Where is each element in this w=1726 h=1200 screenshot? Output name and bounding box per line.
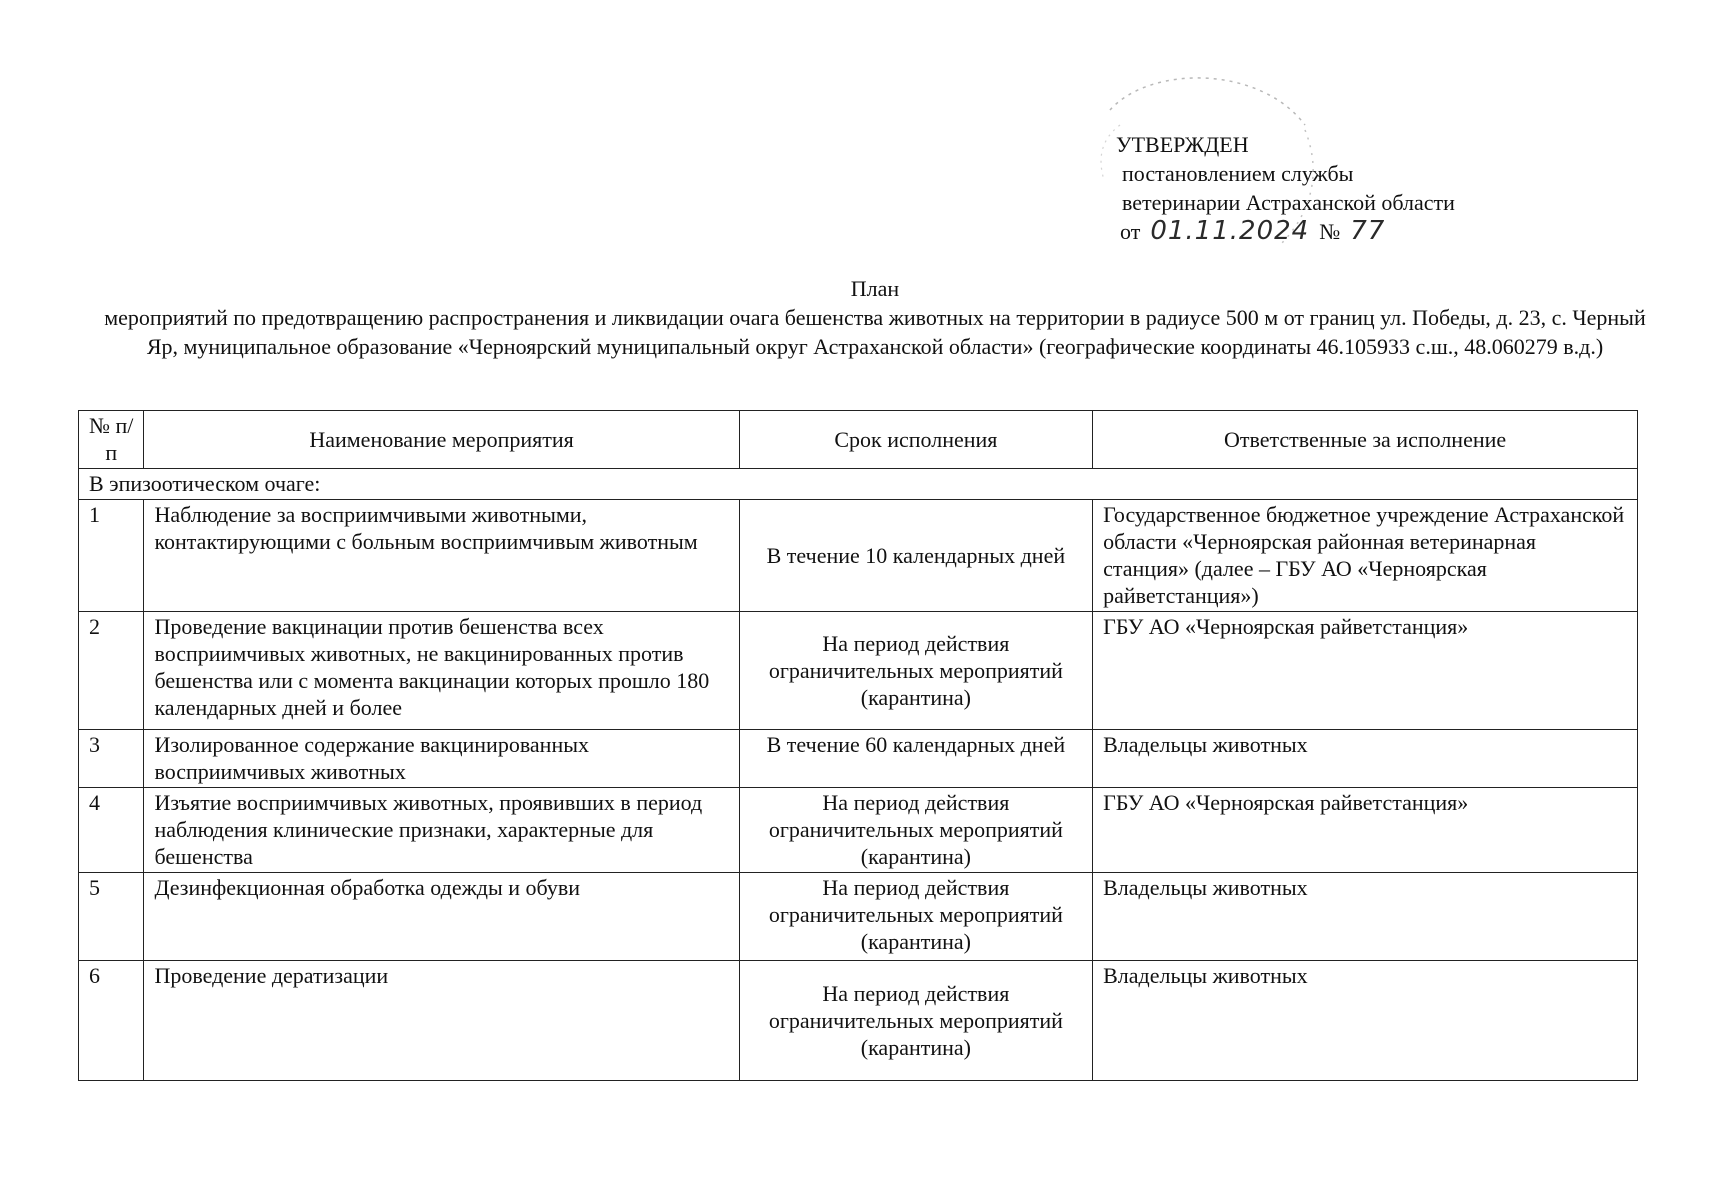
- measures-table: [78, 410, 1638, 1081]
- row-name: Дезинфекционная обработка одежды и обуви: [144, 873, 739, 961]
- row-num: 1: [79, 500, 144, 612]
- row-responsible: Владельцы животных: [1093, 961, 1638, 1081]
- row-term: На период действия ограничительных мероприятий (карантина): [739, 788, 1092, 873]
- table-row: [79, 612, 1638, 730]
- row-responsible: ГБУ АО «Черноярская райветстанция»: [1093, 612, 1638, 730]
- row-num: 4: [79, 788, 144, 873]
- table-header-row: [79, 411, 1638, 469]
- row-term: На период действия ограничительных мероприятий (карантина): [739, 612, 1092, 730]
- table-row: [79, 500, 1638, 612]
- section-row: [79, 469, 1638, 500]
- row-name: Изолированное содержание вакцинированных восприимчивых животных: [144, 730, 739, 788]
- table-row: [79, 873, 1638, 961]
- plan-title: План: [850, 276, 900, 301]
- row-term: В течение 10 календарных дней: [739, 500, 1092, 612]
- table-row: [79, 961, 1638, 1081]
- header-responsible: Ответственные за исполнение: [1093, 411, 1638, 469]
- approval-line-2: ветеринарии Астраханской области: [1122, 190, 1455, 215]
- row-responsible: Государственное бюджетное учреждение Астраханской области «Черноярская районная ветеринарная станция» (далее – ГБУ АО «Черноярская райветстанция»): [1093, 500, 1638, 612]
- row-name: Проведение дератизации: [144, 961, 739, 1081]
- row-num: 2: [79, 612, 144, 730]
- row-term: На период действия ограничительных мероприятий (карантина): [739, 873, 1092, 961]
- number-prefix: №: [1319, 219, 1341, 244]
- handwritten-number: 77: [1350, 216, 1386, 246]
- table-row: [79, 788, 1638, 873]
- date-prefix: от: [1120, 219, 1141, 244]
- handwritten-date: 01.11.2024: [1150, 216, 1310, 246]
- row-num: 5: [79, 873, 144, 961]
- table-row: [79, 730, 1638, 788]
- row-responsible: Владельцы животных: [1093, 730, 1638, 788]
- row-name: Проведение вакцинации против бешенства всех восприимчивых животных, не вакцинированных против бешенства или с момента вакцинации которых прошло 180 календарных дней и более: [144, 612, 739, 730]
- row-name: Изъятие восприимчивых животных, проявивших в период наблюдения клинические признаки, характерные для бешенства: [144, 788, 739, 873]
- row-term: В течение 60 календарных дней: [739, 730, 1092, 788]
- row-term: На период действия ограничительных мероприятий (карантина): [739, 961, 1092, 1081]
- row-num: 6: [79, 961, 144, 1081]
- approval-line-1: постановлением службы: [1122, 161, 1354, 186]
- section-label: В эпизоотическом очаге:: [79, 469, 1638, 500]
- row-num: 3: [79, 730, 144, 788]
- approval-title: УТВЕРЖДЕН: [1116, 132, 1249, 157]
- row-responsible: ГБУ АО «Черноярская райветстанция»: [1093, 788, 1638, 873]
- header-term: Срок исполнения: [739, 411, 1092, 469]
- approval-date-line: [1120, 217, 1455, 246]
- plan-subtitle: мероприятий по предотвращению распространения и ликвидации очага бешенства животных на территории в радиусе 500 м от границ ул. Победы, д. 23, с. Черный Яр, муниципальное образование «Черноярский муниципальный округ Астраханской области» (географические координаты 46.105933 с.ш., 48.060279 в.д.): [104, 305, 1646, 359]
- approval-block: [1116, 130, 1455, 246]
- header-name: Наименование мероприятия: [144, 411, 739, 469]
- row-name: Наблюдение за восприимчивыми животными, контактирующими с больным восприимчивым животным: [144, 500, 739, 612]
- row-responsible: Владельцы животных: [1093, 873, 1638, 961]
- document-heading: [90, 274, 1660, 361]
- header-num: № п/п: [79, 411, 144, 469]
